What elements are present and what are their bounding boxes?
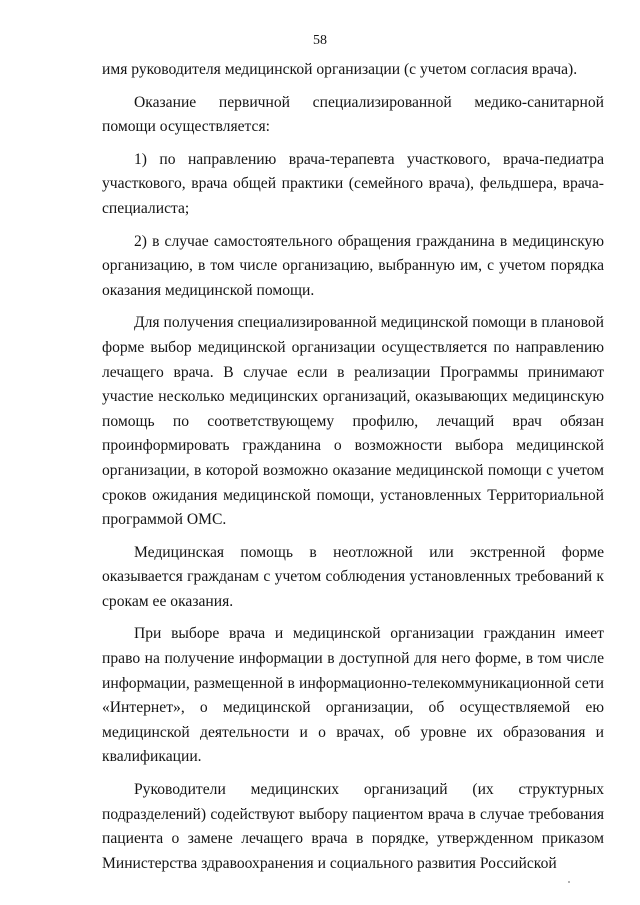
- paragraph-emergency-care: Медицинская помощь в неотложной или экстренной форме оказывается гражданам с учетом соблюдения установленных требований к срокам ее оказания.: [102, 543, 604, 610]
- paragraph-item-1: 1) по направлению врача-терапевта участкового, врача-педиатра участкового, врача общей практики (семейного врача), фельдшера, врача-специалиста;: [102, 150, 604, 217]
- page-number: 58: [313, 33, 327, 48]
- paragraph-primary-care: Оказание первичной специализированной медико-санитарной помощи осуществляется:: [102, 93, 604, 136]
- paragraph-specialized-care: Для получения специализированной медицинской помощи в плановой форме выбор медицинской организации осуществляется по направлению лечащего врача. В случае если в реализации Программы принимают участие несколько медицинских организаций, оказывающих медицинскую помощь по соответствующему профилю, лечащий врач обязан проинформировать гражданина о возможности выбора медицинской организации, в которой возможно оказание медицинской помощи с учетом сроков ожидания медицинской помощи, установленных Территориальной программой ОМС.: [102, 314, 604, 529]
- paragraph-item-2: 2) в случае самостоятельного обращения гражданина в медицинскую организацию, в том числе организацию, выбранную им, с учетом порядка оказания медицинской помощи.: [102, 232, 604, 299]
- paragraph-heads-of-organizations: Руководители медицинских организаций (их структурных подразделений) содействуют выбору пациентом врача в случае требования пациента о замене лечащего врача в порядке, утвержденном приказом Министерства здравоохранения и социального развития Российской: [102, 781, 604, 872]
- document-body: [102, 58, 604, 884]
- paragraph-continuation: имя руководителя медицинской организации (с учетом согласия врача).: [102, 61, 578, 78]
- paragraph-information-right: При выборе врача и медицинской организации гражданин имеет право на получение информации в доступной для него форме, в том числе информации, размещенной в информационно-телекоммуникационной сети «Интернет», о медицинской организации, об осуществляемой ею медицинской деятельности и о врачах, об уровне их образования и квалификации.: [102, 625, 604, 766]
- scan-dot: [568, 881, 570, 883]
